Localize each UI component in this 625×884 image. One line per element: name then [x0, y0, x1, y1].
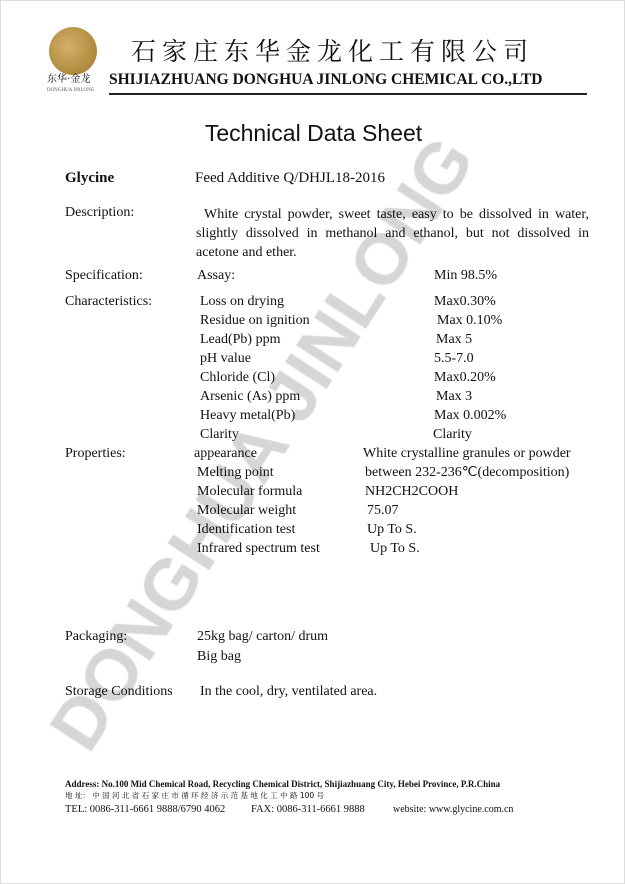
logo-en-text: DONGHUA JINLONG	[47, 88, 95, 93]
footer-tel: TEL: 0086-311-6661 9888/6790 4062	[65, 804, 226, 815]
packaging-line2: Big bag	[197, 649, 241, 664]
property-item: appearance	[194, 446, 257, 461]
description-label: Description:	[65, 205, 135, 220]
characteristic-item: pH value	[200, 351, 251, 366]
characteristic-value: Clarity	[433, 427, 472, 442]
packaging-line1: 25kg bag/ carton/ drum	[197, 629, 329, 644]
characteristic-item: Lead(Pb) ppm	[200, 332, 281, 347]
characteristic-item: Heavy metal(Pb)	[200, 408, 296, 423]
company-name-en: SHIJIAZHUANG DONGHUA JINLONG CHEMICAL CO.,LTD	[109, 71, 543, 88]
specification-label: Specification:	[65, 268, 143, 283]
characteristic-value: 5.5-7.0	[434, 351, 474, 366]
company-logo	[49, 27, 97, 75]
product-standard: Feed Additive Q/DHJL18-2016	[195, 170, 385, 186]
page-title: Technical Data Sheet	[204, 120, 423, 146]
footer-fax: FAX: 0086-311-6661 9888	[251, 804, 365, 815]
footer-address-cn: 地 址： 中 国 河 北 省 石 家 庄 市 循 环 经 济 示 范 基 地 化 工 中 路 100 号	[65, 791, 325, 800]
characteristic-item: Chloride (Cl)	[200, 370, 276, 385]
characteristic-value: Max 3	[436, 389, 473, 404]
property-value: NH2CH2COOH	[365, 484, 459, 499]
property-value: White crystalline granules or powder	[363, 446, 571, 461]
characteristic-item: Loss on drying	[200, 294, 284, 309]
characteristics-label: Characteristics:	[65, 294, 153, 309]
property-item: Melting point	[197, 465, 274, 480]
characteristic-item: Clarity	[200, 427, 239, 442]
description-text: White crystal powder, sweet taste, easy to be dissolved in water, slightly dissolved in methanol and ethanol, but not dissolved in acetone and ether.	[196, 207, 589, 260]
property-item: Identification test	[197, 522, 296, 537]
footer-website: website: www.glycine.com.cn	[393, 804, 514, 815]
property-item: Infrared spectrum test	[197, 541, 320, 556]
company-name-cn: 石家庄东华金龙化工有限公司	[131, 37, 535, 66]
spec-item: Assay:	[197, 268, 236, 283]
storage-label: Storage Conditions	[65, 684, 173, 699]
property-value: between 232-236℃(decomposition)	[365, 465, 570, 480]
characteristic-value: Max0.20%	[434, 370, 496, 385]
property-item: Molecular formula	[197, 484, 303, 499]
footer-address-en: Address: No.100 Mid Chemical Road, Recycling Chemical District, Shijiazhuang City, Hebei Province, P.R.China	[65, 779, 501, 789]
packaging-label: Packaging:	[65, 629, 128, 644]
product-name: Glycine	[65, 170, 115, 186]
property-value: Up To S.	[367, 522, 417, 537]
storage-text: In the cool, dry, ventilated area.	[200, 684, 378, 699]
characteristic-item: Arsenic (As) ppm	[200, 389, 301, 404]
properties-label: Properties:	[65, 446, 126, 461]
property-item: Molecular weight	[197, 503, 297, 518]
header-divider	[109, 93, 587, 95]
property-value: 75.07	[367, 503, 399, 518]
characteristic-item: Residue on ignition	[200, 313, 310, 328]
characteristic-value: Max 0.10%	[437, 313, 503, 328]
property-value: Up To S.	[370, 541, 420, 556]
spec-value: Min 98.5%	[434, 268, 497, 283]
characteristic-value: Max0.30%	[434, 294, 496, 309]
logo-cn-text: 东华·金龙	[47, 74, 91, 85]
characteristic-value: Max 0.002%	[434, 408, 507, 423]
characteristic-value: Max 5	[436, 332, 473, 347]
